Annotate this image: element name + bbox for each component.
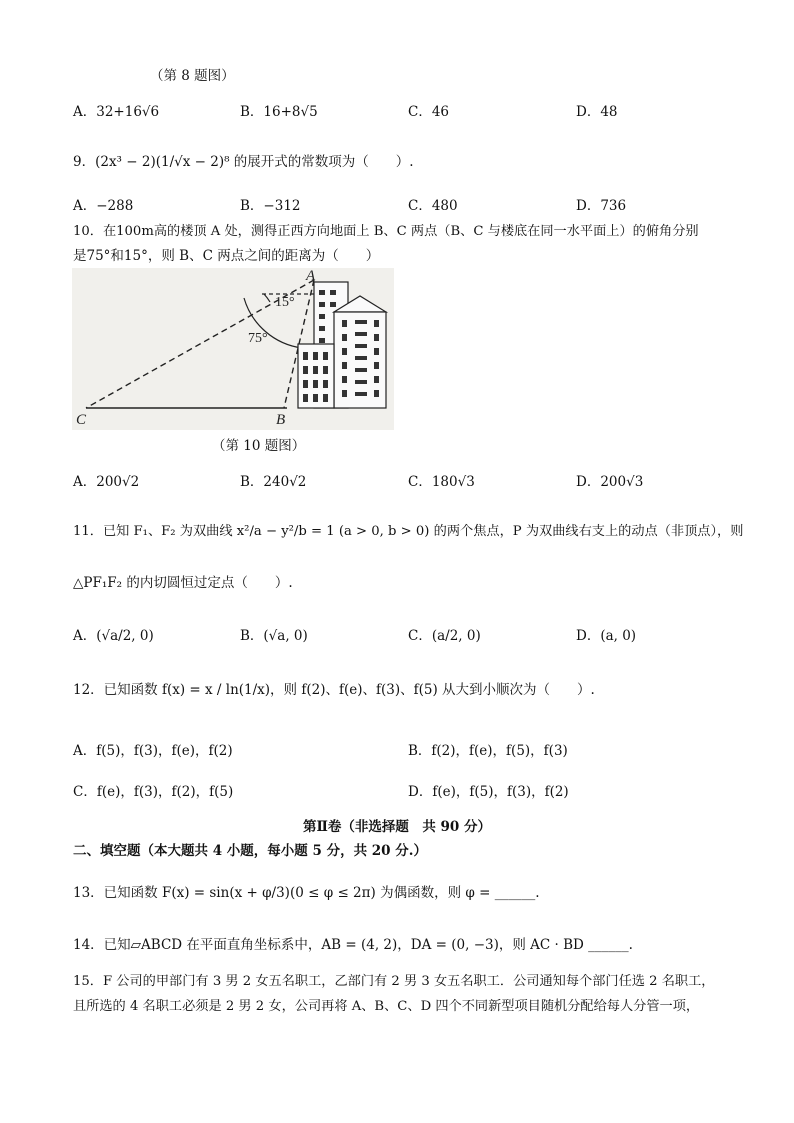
q9-option-a: A．−288	[73, 198, 134, 214]
q12-option-c: C．f(e)，f(3)，f(2)，f(5)	[73, 784, 234, 800]
q10-option-c: C．180√3	[408, 474, 475, 490]
part-2-title: 第Ⅱ卷（非选择题 共 90 分）	[302, 819, 492, 835]
figure-10-building-diagram	[72, 268, 394, 430]
angle-label-15: 15°	[275, 295, 295, 310]
q11-option-b: B．(√a, 0)	[240, 628, 308, 644]
q10-option-a: A．200√2	[73, 474, 140, 490]
point-label-b: B	[276, 412, 286, 428]
section-2-title: 二、填空题（本大题共 4 小题，每小题 5 分，共 20 分.）	[73, 843, 427, 859]
q13-text: 13．已知函数 F(x) = sin(x + φ/3)(0 ≤ φ ≤ 2π) 为偶函数，则 φ = ______.	[73, 885, 540, 901]
q8-option-a: A．32+16√6	[73, 104, 160, 120]
q11-stem-line1: 11．已知 F₁、F₂ 为双曲线 x²/a − y²/b = 1 (a > 0, b > 0) 的两个焦点，P 为双曲线右支上的动点（非顶点），则	[73, 524, 744, 539]
q9-option-d: D．736	[576, 198, 627, 214]
q11-option-c: C．(a/2, 0)	[408, 628, 481, 644]
q9-option-c: C．480	[408, 198, 458, 214]
q10-stem-line1: 10．在100m高的楼顶 A 处，测得正西方向地面上 B、C 两点（B、C 与楼底在同一水平面上）的俯角分别	[73, 224, 699, 239]
q15-line2: 且所选的 4 名职工必须是 2 男 2 女，公司再将 A、B、C、D 四个不同新型项目随机分配给每人分管一项，	[73, 999, 700, 1014]
figure-10-caption: （第 10 题图）	[212, 438, 306, 454]
q8-option-d: D．48	[576, 104, 618, 120]
q8-option-c: C．46	[408, 104, 450, 120]
q11-option-a: A．(√a/2, 0)	[73, 628, 154, 644]
q9-stem: 9．(2x³ − 2)(1/√x − 2)⁸ 的展开式的常数项为（ ）.	[73, 154, 414, 170]
q15-line1: 15．F 公司的甲部门有 3 男 2 女五名职工，乙部门有 2 男 3 女五名职工．公司通知每个部门任选 2 名职工，	[73, 974, 715, 989]
q12-stem: 12．已知函数 f(x) = x / ln(1/x)，则 f(2)、f(e)、f(3)、f(5) 从大到小顺次为（ ）.	[73, 682, 595, 698]
point-label-c: C	[76, 412, 87, 428]
q11-option-d: D．(a, 0)	[576, 628, 637, 644]
q12-option-b: B．f(2)，f(e)，f(5)，f(3)	[408, 743, 568, 759]
angle-label-75: 75°	[248, 331, 268, 346]
q9-option-b: B．−312	[240, 198, 301, 214]
q8-option-b: B．16+8√5	[240, 104, 318, 120]
q10-option-d: D．200√3	[576, 474, 644, 490]
q11-stem-line2: △PF₁F₂ 的内切圆恒过定点（ ）.	[73, 575, 293, 591]
q12-option-d: D．f(e)，f(5)，f(3)，f(2)	[408, 784, 569, 800]
q10-option-b: B．240√2	[240, 474, 307, 490]
q10-stem-line2: 是75°和15°，则 B、C 两点之间的距离为（ ）	[73, 248, 380, 264]
q12-option-a: A．f(5)，f(3)，f(e)，f(2)	[73, 743, 233, 759]
point-label-a: A	[306, 268, 316, 284]
q14-text: 14．已知▱ABCD 在平面直角坐标系中，AB = (4, 2)，DA = (0, −3)，则 AC · BD ______.	[73, 937, 633, 953]
figure-8-caption: （第 8 题图）	[150, 68, 235, 84]
